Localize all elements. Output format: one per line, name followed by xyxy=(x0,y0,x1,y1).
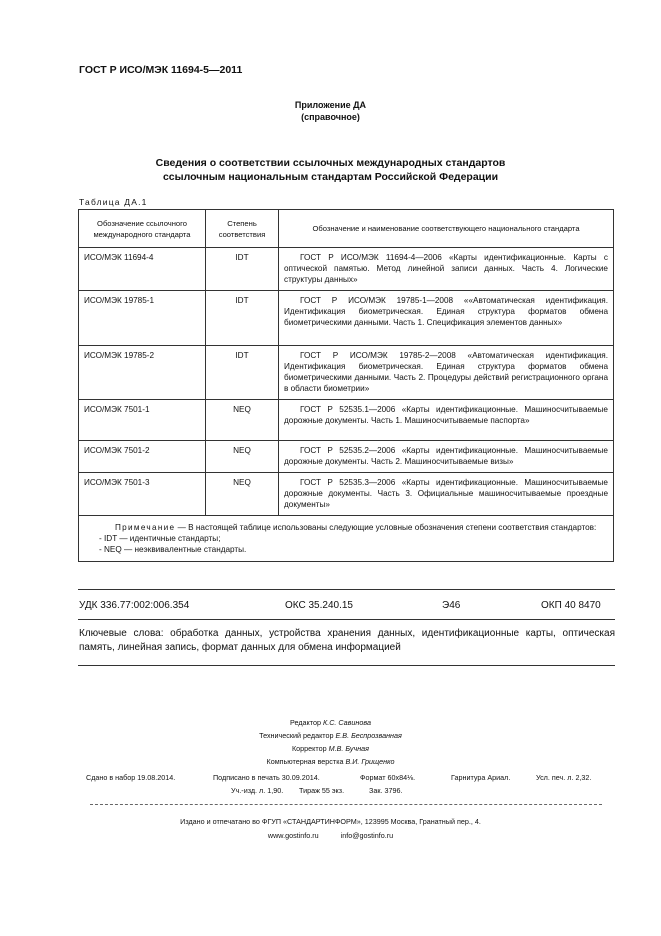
annex-title: Приложение ДА xyxy=(294,100,367,110)
okp-code: ОКП 40 8470 xyxy=(541,600,601,611)
table-row xyxy=(79,248,614,291)
cell-intl: ИСО/МЭК 7501-3 xyxy=(79,473,206,516)
divider-top xyxy=(78,589,615,590)
imprint-format: Формат 60x84⅛. xyxy=(360,773,416,782)
note-label: Примечание xyxy=(115,523,176,532)
cell-intl: ИСО/МЭК 11694-4 xyxy=(79,248,206,291)
cell-intl: ИСО/МЭК 7501-1 xyxy=(79,400,206,441)
imprint-submitted: Сдано в набор 19.08.2014. xyxy=(86,773,176,782)
e-code: Э46 xyxy=(442,600,461,611)
dotted-separator xyxy=(90,804,602,805)
cell-degree: IDT xyxy=(206,346,279,400)
credit-proofreader: Корректор М.В. Бучная xyxy=(291,744,369,753)
table-note-row xyxy=(79,516,614,562)
cell-intl: ИСО/МЭК 19785-1 xyxy=(79,291,206,346)
imprint-copies: Тираж 55 экз. xyxy=(299,786,345,795)
divider-bottom xyxy=(78,665,615,666)
correspondence-table xyxy=(78,209,614,562)
divider-middle xyxy=(78,619,615,620)
imprint-edit-sheets: Уч.-изд. л. 1,90. xyxy=(231,786,284,795)
table-row xyxy=(79,473,614,516)
imprint-signed: Подписано в печать 30.09.2014. xyxy=(213,773,320,782)
cell-degree: NEQ xyxy=(206,400,279,441)
table-header-row xyxy=(79,210,614,248)
cell-national: ГОСТ Р ИСО/МЭК 19785-1—2008 ««Автоматическая идентификация. Идентификация биометрическая. Единая структура форматов обмена биометрическими данными. Часть 1. Спецификация элементов данных» xyxy=(279,291,614,346)
cell-degree: NEQ xyxy=(206,473,279,516)
section-title-line-2: ссылочным национальным стандартам Российской Федерации xyxy=(162,171,499,183)
publisher-address: Издано и отпечатано во ФГУП «СТАНДАРТИНФОРМ», 123995 Москва, Гранатный пер., 4. xyxy=(180,817,481,826)
imprint-order: Зак. 3796. xyxy=(369,786,403,795)
table-row xyxy=(79,346,614,400)
note-item-neq: - NEQ — неэквивалентные стандарты. xyxy=(99,545,247,554)
note-text: — В настоящей таблице использованы следующие условные обозначения степени соответствия стандартов: xyxy=(177,523,597,532)
header-degree: Степень соответствия xyxy=(206,210,279,248)
publisher-block xyxy=(0,815,661,843)
imprint-font: Гарнитура Ариал. xyxy=(451,773,511,782)
table-row xyxy=(79,400,614,441)
section-title-line-1: Сведения о соответствии ссылочных международных стандартов xyxy=(155,157,506,169)
imprint-print-sheets: Усл. печ. л. 2,32. xyxy=(536,773,592,782)
cell-degree: NEQ xyxy=(206,441,279,473)
table-row xyxy=(79,441,614,473)
credit-layout: Компьютерная верстка В.И. Грищенко xyxy=(266,757,395,766)
document-header: ГОСТ Р ИСО/МЭК 11694-5—2011 xyxy=(79,64,243,76)
annex-subtitle: (справочное) xyxy=(301,112,360,122)
table-row xyxy=(79,291,614,346)
keywords: Ключевые слова: обработка данных, устройства хранения данных, идентификационные карты, оптическая память, линейная запись, формат данных для обмена информацией xyxy=(79,628,615,653)
note-item-idt: - IDT — идентичные стандарты; xyxy=(99,534,221,543)
oks-code: ОКС 35.240.15 xyxy=(285,600,353,611)
cell-national: ГОСТ Р ИСО/МЭК 19785-2—2008 «Автоматическая идентификация. Идентификация биометрическая. Единая структура форматов обмена биометрическими данными. Часть 2. Процедуры действий регистрационного органа в области биометрии» xyxy=(279,346,614,400)
credit-tech-editor: Технический редактор Е.В. Беспрозванная xyxy=(259,731,402,740)
udk-code: УДК 336.77:002:006.354 xyxy=(79,600,190,611)
cell-degree: IDT xyxy=(206,248,279,291)
table-caption: Таблица ДА.1 xyxy=(79,197,148,207)
table-note xyxy=(79,516,614,562)
cell-intl: ИСО/МЭК 19785-2 xyxy=(79,346,206,400)
header-international-standard: Обозначение ссылочного международного стандарта xyxy=(79,210,206,248)
publisher-contacts xyxy=(0,829,661,843)
cell-national: ГОСТ Р 52535.2—2006 «Карты идентификационные. Машиносчитываемые дорожные документы. Часть 2. Машиносчитываемые визы» xyxy=(279,441,614,473)
credits xyxy=(0,716,661,768)
cell-national: ГОСТ Р 52535.1—2006 «Карты идентификационные. Машиносчитываемые дорожные документы. Часть 1. Машиносчитываемые паспорта» xyxy=(279,400,614,441)
email-link[interactable]: info@gostinfo.ru xyxy=(340,831,394,840)
cell-national: ГОСТ Р ИСО/МЭК 11694-4—2006 «Карты идентификационные. Карты с оптической памятью. Метод линейной записи данных. Часть 4. Логические структуры данных» xyxy=(279,248,614,291)
cell-degree: IDT xyxy=(206,291,279,346)
cell-national: ГОСТ Р 52535.3—2006 «Карты идентификационные. Машиносчитываемые дорожные документы. Часть 3. Официальные машиносчитываемые проездные документы» xyxy=(279,473,614,516)
header-national-standard: Обозначение и наименование соответствующего национального стандарта xyxy=(279,210,614,248)
cell-intl: ИСО/МЭК 7501-2 xyxy=(79,441,206,473)
credit-editor: Редактор К.С. Савинова xyxy=(290,718,371,727)
website-link[interactable]: www.gostinfo.ru xyxy=(267,831,319,840)
